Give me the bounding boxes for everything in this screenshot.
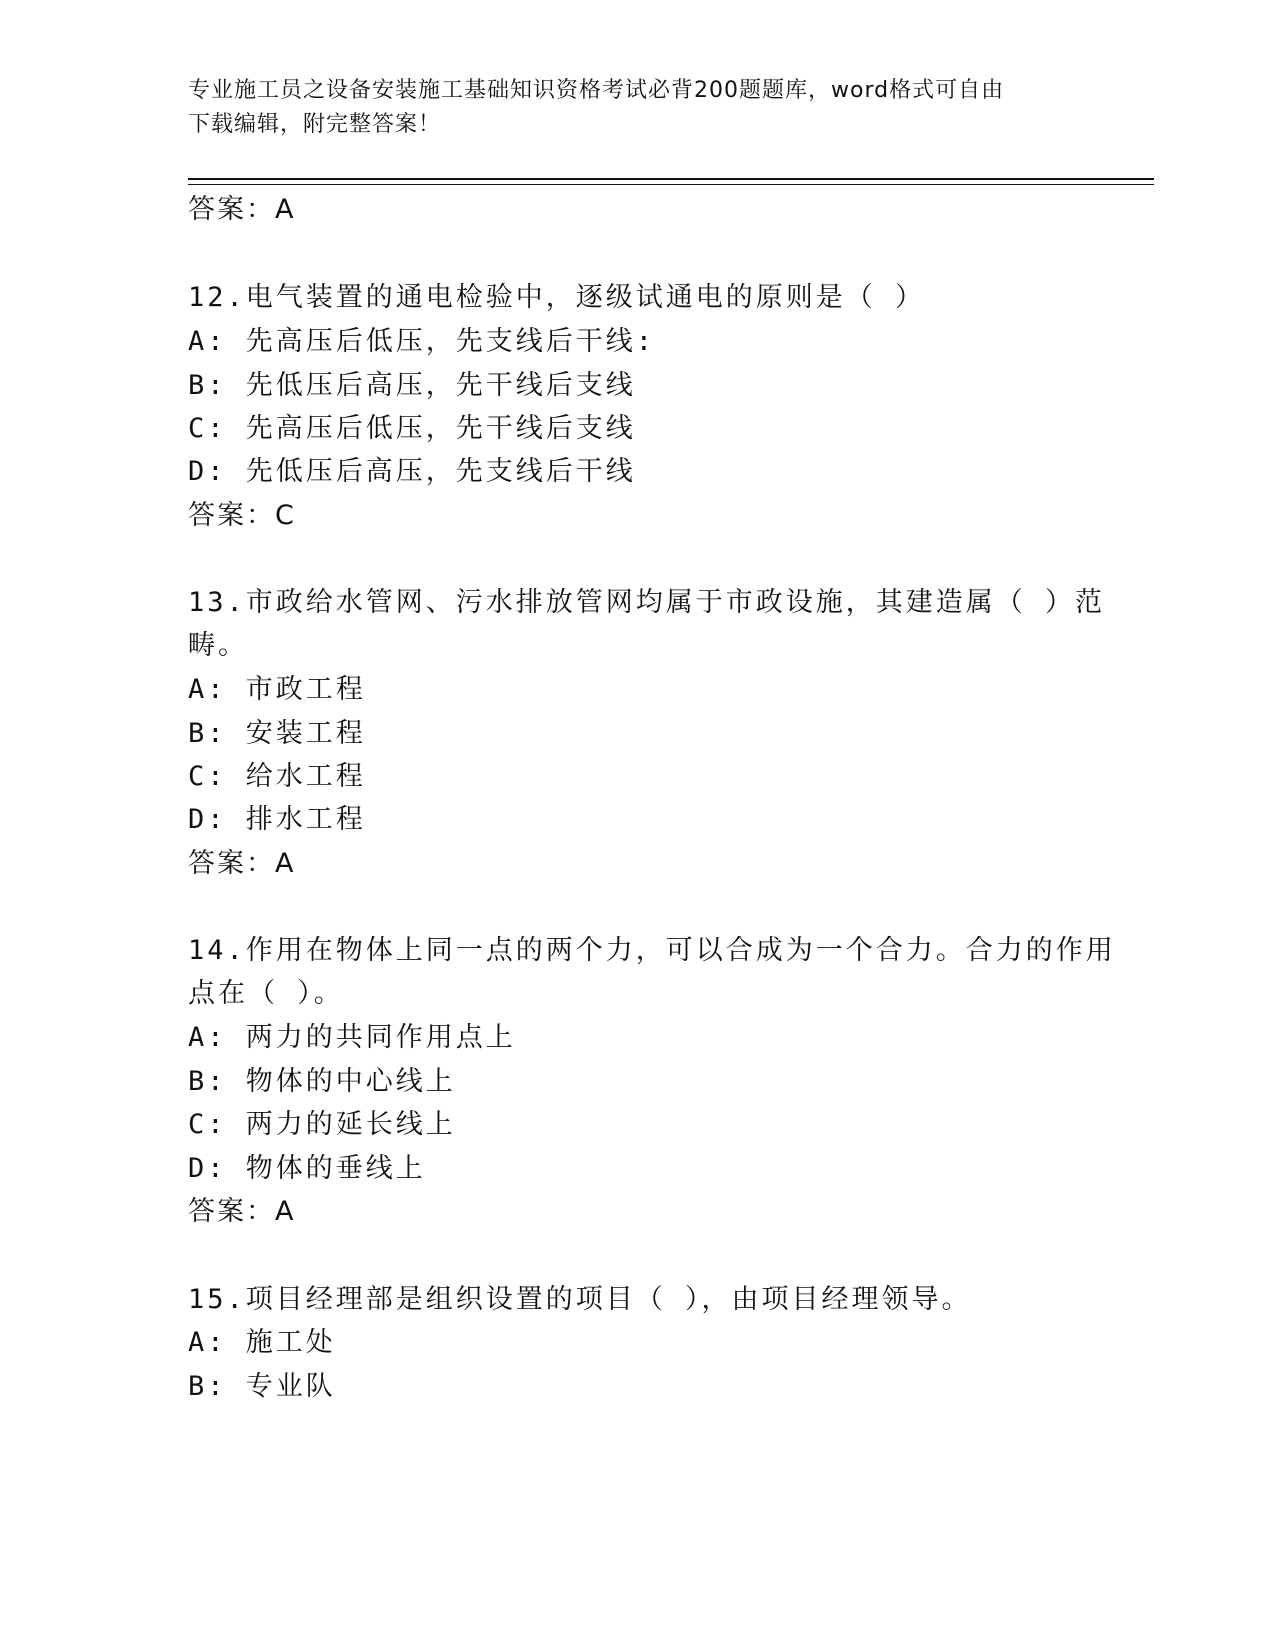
question-12-option-d: D: 先低压后高压，先支线后干线 xyxy=(188,456,636,487)
question-12-option-a: A: 先高压后低压，先支线后干线: xyxy=(188,326,656,357)
question-14-stem-line-2: 点在（ ）。 xyxy=(188,978,344,1009)
header-rule-thin xyxy=(188,184,1154,185)
question-12-stem: 12.电气装置的通电检验中，逐级试通电的原则是（ ） xyxy=(188,282,926,313)
document-header xyxy=(188,74,1088,142)
question-14-option-c: C: 两力的延长线上 xyxy=(188,1109,456,1140)
question-13-option-a: A: 市政工程 xyxy=(188,674,366,705)
answer-previous: 答案：A xyxy=(188,194,296,225)
question-13-stem-line-1: 13.市政给水管网、污水排放管网均属于市政设施，其建造属（ ）范 xyxy=(188,587,1106,618)
header-line-2: 下载编辑，附完整答案！ xyxy=(188,112,442,137)
question-14-option-a: A: 两力的共同作用点上 xyxy=(188,1022,516,1053)
question-15-option-a: A: 施工处 xyxy=(188,1327,336,1358)
question-12-answer: 答案：C xyxy=(188,500,296,531)
question-12-option-b: B: 先低压后高压，先干线后支线 xyxy=(188,370,636,401)
question-14-option-b: B: 物体的中心线上 xyxy=(188,1066,456,1097)
question-14-stem-line-1: 14.作用在物体上同一点的两个力，可以合成为一个合力。合力的作用 xyxy=(188,935,1116,966)
header-rule-thick xyxy=(188,178,1154,180)
question-13-option-b: B: 安装工程 xyxy=(188,718,366,749)
question-13-answer: 答案：A xyxy=(188,848,296,879)
question-13-option-d: D: 排水工程 xyxy=(188,804,366,835)
question-15-option-b: B: 专业队 xyxy=(188,1371,336,1402)
question-13-stem-line-2: 畴。 xyxy=(188,630,248,661)
question-14-option-d: D: 物体的垂线上 xyxy=(188,1153,426,1184)
question-14-answer: 答案：A xyxy=(188,1196,296,1227)
question-12-option-c: C: 先高压后低压，先干线后支线 xyxy=(188,413,636,444)
question-13-option-c: C: 给水工程 xyxy=(188,761,366,792)
header-line-1: 专业施工员之设备安装施工基础知识资格考试必背200题题库，word格式可自由 xyxy=(188,78,1005,103)
question-15-stem: 15.项目经理部是组织设置的项目（ ），由项目经理领导。 xyxy=(188,1284,972,1315)
